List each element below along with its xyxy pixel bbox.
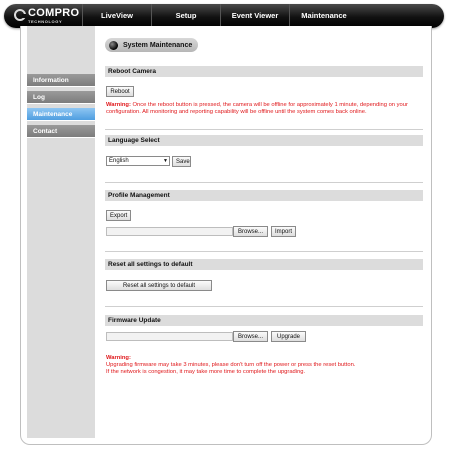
bullet-icon xyxy=(109,41,118,50)
divider xyxy=(105,182,423,183)
firmware-warning xyxy=(106,355,424,377)
nav-setup[interactable]: Setup xyxy=(151,4,220,28)
export-button[interactable]: Export xyxy=(106,210,131,221)
firmware-warning-line1: Upgrading firmware may take 3 minutes, please don't turn off the power or press the reset button. xyxy=(106,362,356,369)
reboot-button[interactable]: Reboot xyxy=(106,86,134,97)
reset-defaults-button[interactable]: Reset all settings to default xyxy=(106,280,212,291)
profile-browse-button[interactable]: Browse... xyxy=(233,226,268,237)
reboot-warning xyxy=(106,102,424,116)
firmware-file-input[interactable] xyxy=(106,332,233,341)
compro-logo xyxy=(14,8,79,26)
sidebar-item-information[interactable]: Information xyxy=(27,74,95,87)
divider xyxy=(105,306,423,307)
compro-logo-icon xyxy=(14,9,26,21)
upgrade-button[interactable]: Upgrade xyxy=(271,331,306,342)
brand-name: COMPRO xyxy=(28,7,80,19)
sidebar-item-maintenance[interactable]: Maintenance xyxy=(27,108,95,121)
language-section-heading: Language Select xyxy=(105,135,423,146)
divider xyxy=(105,129,423,130)
brand-sub: TECHNOLOGY xyxy=(28,19,63,24)
profile-file-input[interactable] xyxy=(106,227,233,236)
page-title-text: System Maintenance xyxy=(123,41,193,49)
nav-liveview[interactable]: LiveView xyxy=(82,4,151,28)
nav-maintenance[interactable]: Maintenance xyxy=(289,4,358,28)
reboot-warning-text: Once the reboot button is pressed, the camera will be offline for approximately 1 minute, depending on your configuration. All monitoring and reporting capability will be offline until the system comes back online. xyxy=(106,102,408,116)
sidebar xyxy=(27,26,95,438)
sidebar-item-contact[interactable]: Contact xyxy=(27,125,95,138)
firmware-warning-label: Warning: xyxy=(106,355,131,361)
language-select-value: English xyxy=(109,158,129,164)
main-nav xyxy=(82,4,358,28)
chevron-down-icon: ▼ xyxy=(163,158,168,164)
import-button[interactable]: Import xyxy=(271,226,296,237)
page-title xyxy=(105,38,198,52)
save-language-button[interactable]: Save xyxy=(172,156,191,167)
content-frame xyxy=(20,26,432,445)
reboot-warning-label: Warning: xyxy=(106,102,131,108)
reboot-section-heading: Reboot Camera xyxy=(105,66,423,77)
firmware-section-heading: Firmware Update xyxy=(105,315,423,326)
nav-event-viewer[interactable]: Event Viewer xyxy=(220,4,289,28)
language-select[interactable] xyxy=(106,156,170,166)
reset-section-heading: Reset all settings to default xyxy=(105,259,423,270)
profile-section-heading: Profile Management xyxy=(105,190,423,201)
sidebar-item-log[interactable]: Log xyxy=(27,91,95,104)
divider xyxy=(105,251,423,252)
top-navigation-bar xyxy=(4,4,444,28)
firmware-warning-line2: If the network is congestion, it may take more time to complete the upgrading. xyxy=(106,369,306,376)
firmware-browse-button[interactable]: Browse... xyxy=(233,331,268,342)
